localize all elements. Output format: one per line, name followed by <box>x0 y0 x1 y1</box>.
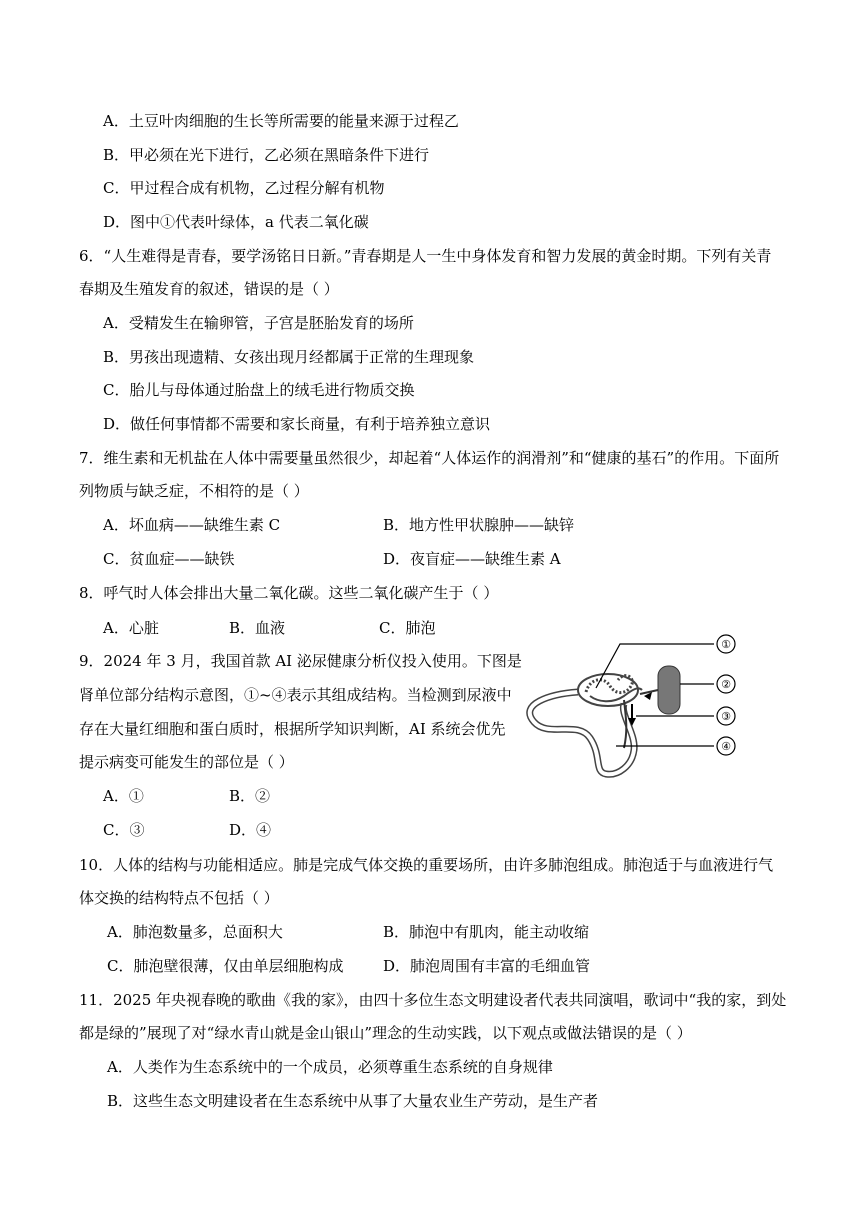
q9-stem-line3: 存在大量红细胞和蛋白质时，根据所学知识判断，AI 系统会优先 <box>79 720 506 738</box>
q6-option-b: B．男孩出现遗精、女孩出现月经都属于正常的生理现象 <box>103 348 475 366</box>
q7-stem-line2: 列物质与缺乏症，不相符的是（ ） <box>79 482 309 500</box>
q11-option-b: B．这些生态文明建设者在生态系统中从事了大量农业生产劳动，是生产者 <box>107 1092 599 1110</box>
q7-option-d: D．夜盲症——缺维生素 A <box>383 550 561 568</box>
blood-vessel <box>658 666 680 714</box>
leader-line-1 <box>596 644 714 688</box>
q10-option-c: C．肺泡壁很薄，仅由单层细胞构成 <box>107 957 344 975</box>
q10-option-d: D．肺泡周围有丰富的毛细血管 <box>383 957 591 975</box>
svg-text:④: ④ <box>721 740 731 753</box>
q9-option-c: C．③ <box>103 821 145 839</box>
q11-stem-line1: 11．2025 年央视春晚的歌曲《我的家》，由四十多位生态文明建设者代表共同演唱，歌词中“我的家，到处 <box>79 991 787 1009</box>
q5-option-d: D．图中①代表叶绿体，a 代表二氧化碳 <box>103 213 369 231</box>
q5-option-b: B．甲必须在光下进行，乙必须在黑暗条件下进行 <box>103 146 430 164</box>
q7-option-b: B．地方性甲状腺肿——缺锌 <box>383 516 575 534</box>
q6-stem-line2: 春期及生殖发育的叙述，错误的是（ ） <box>79 280 339 298</box>
q7-stem-line1: 7．维生素和无机盐在人体中需要量虽然很少，却起着“人体运作的润滑剂”和“健康的基石”的作用。下面所 <box>79 449 780 467</box>
label-2 <box>717 675 735 693</box>
capillary-loop <box>590 688 642 701</box>
q6-option-c: C．胎儿与母体通过胎盘上的绒毛进行物质交换 <box>103 381 415 399</box>
q8-option-b: B．血液 <box>229 619 286 637</box>
q8-option-a: A．心脏 <box>103 619 159 637</box>
label-1 <box>717 635 735 653</box>
svg-text:①: ① <box>721 638 731 651</box>
nephron-diagram <box>520 630 750 778</box>
glomerulus <box>586 676 632 693</box>
q6-option-d: D．做任何事情都不需要和家长商量，有利于培养独立意识 <box>103 415 491 433</box>
label-3 <box>717 707 735 725</box>
q10-option-b: B．肺泡中有肌肉，能主动收缩 <box>383 923 590 941</box>
q11-option-a: A．人类作为生态系统中的一个成员，必须尊重生态系统的自身规律 <box>107 1058 553 1076</box>
q6-stem-line1: 6．“人生难得是青春，要学汤铭日日新。”青春期是人一生中身体发育和智力发展的黄金时期。下列有关青 <box>79 247 772 265</box>
q9-option-d: D．④ <box>229 821 272 839</box>
q7-option-a: A．坏血病——缺维生素 C <box>103 516 281 534</box>
q9-stem-line1: 9．2024 年 3 月，我国首款 AI 泌尿健康分析仪投入使用。下图是 <box>79 652 522 670</box>
q10-option-a: A．肺泡数量多，总面积大 <box>107 923 283 941</box>
q9-stem-line2: 肾单位部分结构示意图，①~④表示其组成结构。当检测到尿液中 <box>79 686 512 704</box>
q5-option-c: C．甲过程合成有机物，乙过程分解有机物 <box>103 179 385 197</box>
q10-stem-line1: 10．人体的结构与功能相适应。肺是完成气体交换的重要场所，由许多肺泡组成。肺泡适于与血液进行气 <box>79 856 774 874</box>
q9-option-a: A．① <box>103 787 144 805</box>
q5-option-a: A．土豆叶肉细胞的生长等所需要的能量来源于过程乙 <box>103 112 459 130</box>
svg-text:③: ③ <box>721 710 731 723</box>
svg-text:②: ② <box>721 678 731 691</box>
q7-option-c: C．贫血症——缺铁 <box>103 550 235 568</box>
q9-stem-line4: 提示病变可能发生的部位是（ ） <box>79 753 294 771</box>
q9-option-b: B．② <box>229 787 271 805</box>
q11-stem-line2: 都是绿的”展现了对“绿水青山就是金山银山”理念的生动实践，以下观点或做法错误的是（ ） <box>79 1024 692 1042</box>
label-4 <box>717 737 735 755</box>
q8-stem: 8．呼气时人体会排出大量二氧化碳。这些二氧化碳产生于（ ） <box>79 584 499 602</box>
nephron-figure <box>520 630 750 778</box>
q8-option-c: C．肺泡 <box>379 619 436 637</box>
q10-stem-line2: 体交换的结构特点不包括（ ） <box>79 889 279 907</box>
vessel-connector <box>640 690 658 694</box>
q6-option-a: A．受精发生在输卵管，子宫是胚胎发育的场所 <box>103 314 414 332</box>
